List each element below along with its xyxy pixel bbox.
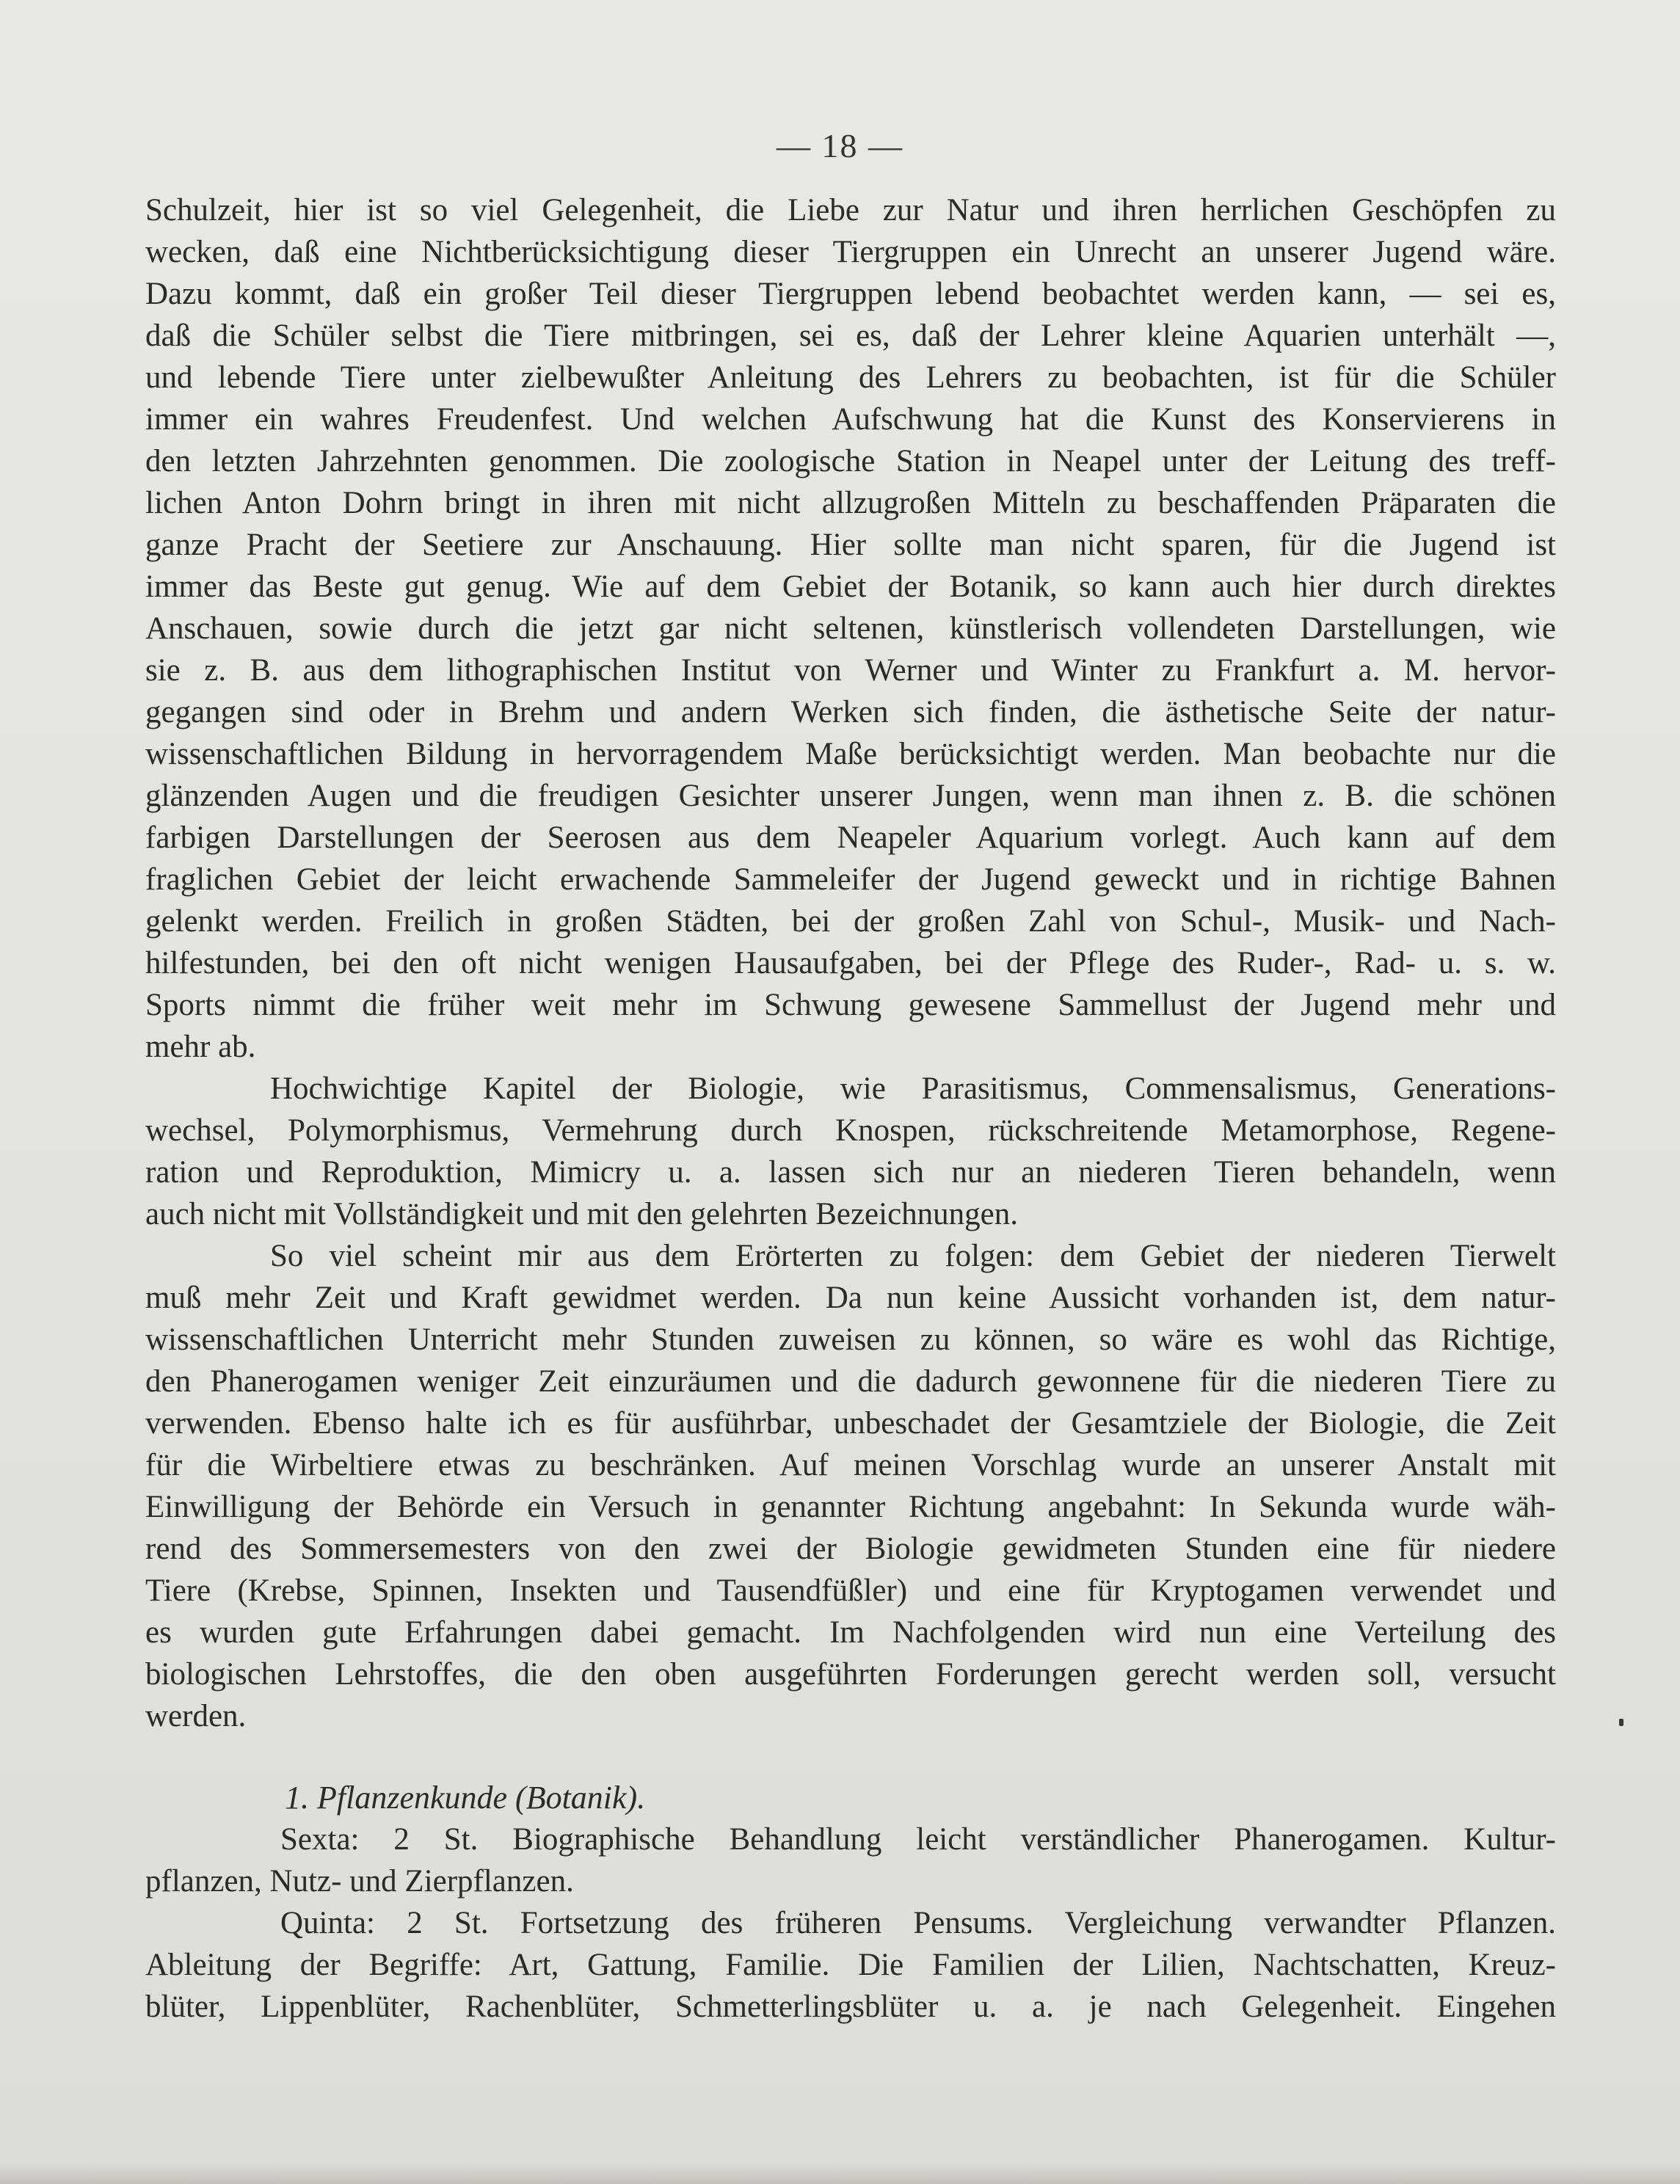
- text-line: Schulzeit, hier ist so viel Gelegenheit, die Liebe zur Natur und ihren herrlichen Geschöpfen zu: [145, 193, 1556, 228]
- text-line: für die Wirbeltiere etwas zu beschränken. Auf meinen Vorschlag wurde an unserer Anstalt mit: [145, 1448, 1556, 1482]
- section-heading: 1. Pflanzenkunde (Botanik).: [285, 1780, 646, 1816]
- text-line: So viel scheint mir aus dem Erörterten zu folgen: dem Gebiet der niederen Tierwelt: [270, 1239, 1556, 1273]
- text-line: gegangen sind oder in Brehm und andern Werken sich finden, die ästhetische Seite der natur-: [145, 695, 1556, 729]
- text-line: gelenkt werden. Freilich in großen Städten, bei der großen Zahl von Schul-, Musik- und Nach-: [145, 904, 1556, 939]
- text-line: Einwilligung der Behörde ein Versuch in genannter Richtung angebahnt: In Sekunda wurde wäh-: [145, 1490, 1556, 1524]
- text-line: wecken, daß eine Nichtberücksichtigung dieser Tiergruppen ein Unrecht an unserer Jugend wäre.: [145, 235, 1556, 269]
- text-line: immer das Beste gut genug. Wie auf dem Gebiet der Botanik, so kann auch hier durch direktes: [145, 569, 1556, 604]
- text-line: wissenschaftlichen Bildung in hervorragendem Maße berücksichtigt werden. Man beobachte nur die: [145, 737, 1556, 771]
- text-line: glänzenden Augen und die freudigen Gesichter unserer Jungen, wenn man ihnen z. B. die schönen: [145, 779, 1556, 813]
- text-line: Sexta: 2 St. Biographische Behandlung leicht verständlicher Phanerogamen. Kultur-: [280, 1822, 1556, 1857]
- section-body-text: [145, 1819, 1556, 2028]
- text-line: immer ein wahres Freudenfest. Und welchen Aufschwung hat die Kunst des Konservierens in: [145, 402, 1556, 437]
- text-line: Anschauen, sowie durch die jetzt gar nicht seltenen, künstlerisch vollendeten Darstellungen, wie: [145, 611, 1556, 646]
- text-line: den letzten Jahrzehnten genommen. Die zoologische Station in Neapel unter der Leitung des treff-: [145, 444, 1556, 478]
- text-line: muß mehr Zeit und Kraft gewidmet werden. Da nun keine Aussicht vorhanden ist, dem natur-: [145, 1281, 1556, 1315]
- text-line: verwenden. Ebenso halte ich es für ausführbar, unbeschadet der Gesamtziele der Biologie, die Zeit: [145, 1406, 1556, 1441]
- text-line: Tiere (Krebse, Spinnen, Insekten und Tausendfüßler) und eine für Kryptogamen verwendet und: [145, 1573, 1556, 1608]
- page-edge-shadow: [0, 2162, 1680, 2184]
- text-line: blüter, Lippenblüter, Rachenblüter, Schmetterlingsblüter u. a. je nach Gelegenheit. Eingehen: [145, 1990, 1556, 2024]
- text-line: daß die Schüler selbst die Tiere mitbringen, sei es, daß der Lehrer kleine Aquarien unterhält —,: [145, 318, 1556, 353]
- text-line: hilfestunden, bei den oft nicht wenigen Hausaufgaben, bei der Pflege des Ruder-, Rad- u. s. w.: [145, 946, 1556, 980]
- text-line: pflanzen, Nutz- und Zierpflanzen.: [145, 1864, 574, 1899]
- text-line: Hochwichtige Kapitel der Biologie, wie Parasitismus, Commensalismus, Generations-: [270, 1071, 1556, 1106]
- text-line: lichen Anton Dohrn bringt in ihren mit nicht allzugroßen Mitteln zu beschaffenden Präparaten die: [145, 486, 1556, 520]
- text-line: und lebende Tiere unter zielbewußter Anleitung des Lehrers zu beobachten, ist für die Schüler: [145, 360, 1556, 395]
- text-line: Sports nimmt die früher weit mehr im Schwung gewesene Sammellust der Jugend mehr und: [145, 988, 1556, 1022]
- ink-speck: [1619, 1719, 1623, 1726]
- text-line: ration und Reproduktion, Mimicry u. a. lassen sich nur an niederen Tieren behandeln, wenn: [145, 1155, 1556, 1190]
- body-text: [145, 189, 1556, 1737]
- text-line: mehr ab.: [145, 1030, 256, 1064]
- text-line: es wurden gute Erfahrungen dabei gemacht. Im Nachfolgenden wird nun eine Verteilung des: [145, 1615, 1556, 1650]
- text-line: wechsel, Polymorphismus, Vermehrung durch Knospen, rückschreitende Metamorphose, Regene-: [145, 1113, 1556, 1148]
- page-number: — 18 —: [777, 127, 903, 164]
- text-line: biologischen Lehrstoffes, die den oben ausgeführten Forderungen gerecht werden soll, versucht: [145, 1657, 1556, 1692]
- text-line: wissenschaftlichen Unterricht mehr Stunden zuweisen zu können, so wäre es wohl das Richtige,: [145, 1322, 1556, 1357]
- text-line: auch nicht mit Vollständigkeit und mit den gelehrten Bezeichnungen.: [145, 1197, 1019, 1231]
- text-line: fraglichen Gebiet der leicht erwachende Sammeleifer der Jugend geweckt und in richtige Bahnen: [145, 862, 1556, 897]
- text-line: Quinta: 2 St. Fortsetzung des früheren Pensums. Vergleichung verwandter Pflanzen.: [280, 1906, 1556, 1940]
- text-line: Ableitung der Begriffe: Art, Gattung, Familie. Die Familien der Lilien, Nachtschatten, Kreuz-: [145, 1948, 1556, 1982]
- text-line: ganze Pracht der Seetiere zur Anschauung. Hier sollte man nicht sparen, für die Jugend ist: [145, 528, 1556, 562]
- text-line: Dazu kommt, daß ein großer Teil dieser Tiergruppen lebend beobachtet werden kann, — sei es,: [145, 277, 1556, 311]
- text-line: rend des Sommersemesters von den zwei der Biologie gewidmeten Stunden eine für niedere: [145, 1532, 1556, 1566]
- text-line: den Phanerogamen weniger Zeit einzuräumen und die dadurch gewonnene für die niederen Tiere zu: [145, 1364, 1556, 1399]
- text-line: sie z. B. aus dem lithographischen Institut von Werner und Winter zu Frankfurt a. M. hervor-: [145, 653, 1556, 688]
- text-line: werden.: [145, 1699, 247, 1733]
- text-line: farbigen Darstellungen der Seerosen aus dem Neapeler Aquarium vorlegt. Auch kann auf dem: [145, 820, 1556, 855]
